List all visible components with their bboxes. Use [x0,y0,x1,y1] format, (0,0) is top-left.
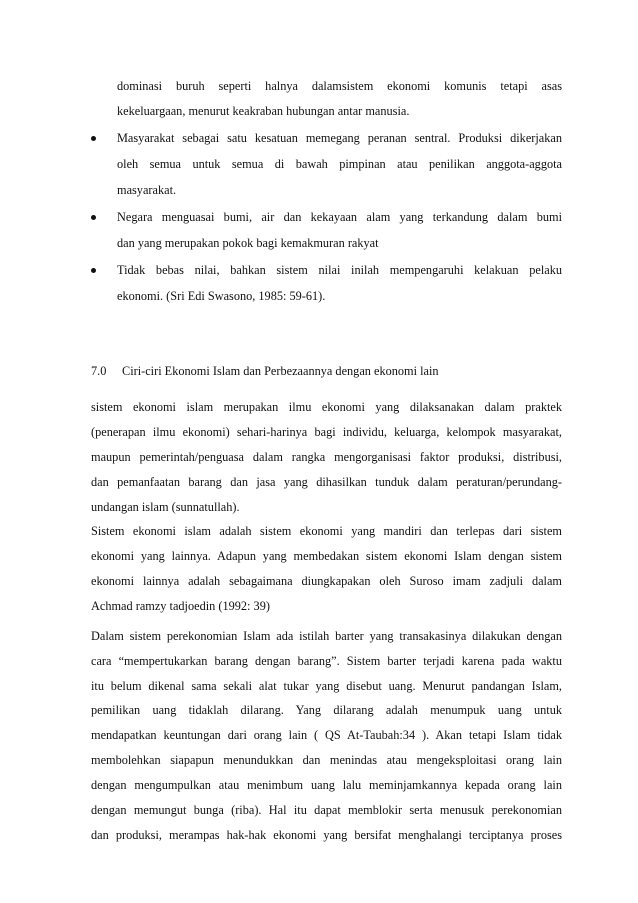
text-line: mendapatkan keuntungan dari orang lain ( QS At-Taubah:34 ). Akan tetapi Islam tidak [91,728,562,742]
text-line: Negara menguasai bumi, air dan kekayaan alam yang terkandung dalam bumi [117,210,562,224]
text-line: Sistem ekonomi islam adalah sistem ekonomi yang mandiri dan terlepas dari sistem [91,524,562,538]
bullet-icon [91,136,96,141]
text-line: itu belum dikenal sama sekali alat tukar yang disebut uang. Menurut pandangan Islam, [91,679,562,693]
text-line: (penerapan ilmu ekonomi) sehari-harinya bagi individu, keluarga, kelompok masyarakat, [91,425,562,439]
text-line: oleh semua untuk semua di bawah pimpinan atau penilikan anggota-aggota [117,157,562,171]
section-title: Ciri-ciri Ekonomi Islam dan Perbezaannya dengan ekonomi lain [122,364,439,378]
section-number: 7.0 [91,364,107,378]
text-line: dengan mengumpulkan atau menimbum uang lalu meminjamkannya kepada orang lain [91,778,562,792]
text-line: pemilikan uang tidaklah dilarang. Yang dilarang adalah menumpuk uang untuk [91,703,562,717]
text-line: Masyarakat sebagai satu kesatuan memegang peranan sentral. Produksi dikerjakan [117,131,562,145]
text-line: membolehkan siapapun menundukkan dan menindas atau mengeksploitasi orang lain [91,753,562,767]
text-line: kekeluargaan, menurut keakraban hubungan antar manusia. [117,104,410,118]
text-line: dan produksi, merampas hak-hak ekonomi yang bersifat menghalangi terciptanya proses [91,828,562,842]
text-line: masyarakat. [117,183,177,197]
text-line: cara “mempertukarkan barang dengan barang”. Sistem barter terjadi karena pada waktu [91,654,562,668]
text-line: Dalam sistem perekonomian Islam ada istilah barter yang transakasinya dilakukan dengan [91,629,562,643]
bullet-icon [91,268,96,273]
text-line: dengan memungut bunga (riba). Hal itu dapat memblokir serta menusuk perekonomian [91,803,562,817]
text-line: Achmad ramzy tadjoedin (1992: 39) [91,599,270,613]
text-line: maupun pemerintah/penguasa dalam rangka mengorganisasi faktor produksi, distribusi, [91,450,562,464]
text-line: sistem ekonomi islam merupakan ilmu ekonomi yang dilaksanakan dalam praktek [91,400,562,414]
text-line: dan yang merupakan pokok bagi kemakmuran rakyat [117,236,379,250]
text-line: dominasi buruh seperti halnya dalamsistem ekonomi komunis tetapi asas [117,79,562,93]
text-line: ekonomi. (Sri Edi Swasono, 1985: 59-61). [117,289,326,303]
bullet-icon [91,215,96,220]
text-line: Tidak bebas nilai, bahkan sistem nilai inilah mempengaruhi kelakuan pelaku [117,263,562,277]
text-line: dan pemanfaatan barang dan jasa yang dihasilkan tunduk dalam peraturan/perundang- [91,475,562,489]
text-line: ekonomi yang lainnya. Adapun yang membedakan sistem ekonomi Islam dengan sistem [91,549,562,563]
text-line: ekonomi lainnya adalah sebagaimana diungkapakan oleh Suroso imam zadjuli dalam [91,574,562,588]
text-line: undangan islam (sunnatullah). [91,500,240,514]
